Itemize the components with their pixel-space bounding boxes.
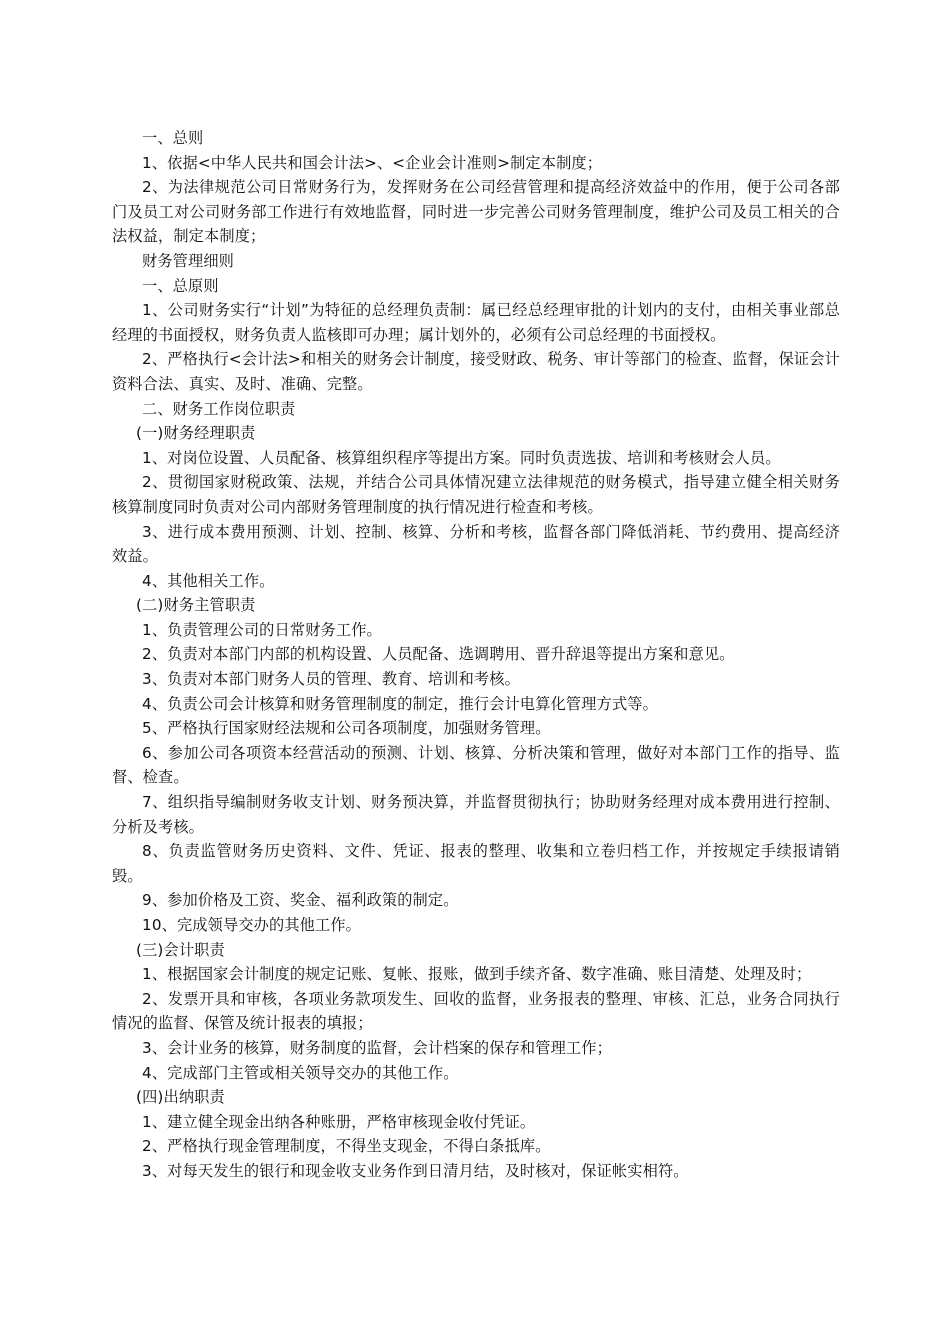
paragraph: 5、严格执行国家财经法规和公司各项制度，加强财务管理。 <box>142 719 551 738</box>
paragraph: 1、依据<中华人民共和国会计法>、<企业会计准则>制定本制度； <box>142 153 603 172</box>
paragraph: 2、严格执行<会计法>和相关的财务会计制度，接受财政、税务、审计等部门的检查、监督，保证会计资料合法、真实、及时、准确、完整。 <box>112 350 840 393</box>
paragraph: 3、进行成本费用预测、计划、控制、核算、分析和考核，监督各部门降低消耗、节约费用、提高经济效益。 <box>112 522 840 566</box>
subsection-heading: (四)出纳职责 <box>136 1088 225 1107</box>
section-heading: 一、总则 <box>142 129 204 147</box>
paragraph: 6、参加公司各项资本经营活动的预测、计划、核算、分析决策和管理，做好对本部门工作的指导、监督、检查。 <box>112 743 840 787</box>
subsection-heading: (一)财务经理职责 <box>136 424 256 443</box>
paragraph: 2、发票开具和审核，各项业务款项发生、回收的监督，业务报表的整理、审核、汇总，业务合同执行情况的监督、保管及统计报表的填报； <box>112 989 840 1033</box>
paragraph: 3、对每天发生的银行和现金收支业务作到日清月结，及时核对，保证帐实相符。 <box>142 1161 689 1180</box>
paragraph: 2、严格执行现金管理制度，不得坐支现金，不得白条抵库。 <box>142 1137 551 1156</box>
paragraph: 1、负责管理公司的日常财务工作。 <box>142 620 382 639</box>
paragraph: 1、对岗位设置、人员配备、核算组织程序等提出方案。同时负责选拔、培训和考核财会人员。 <box>142 448 781 467</box>
paragraph: 4、负责公司会计核算和财务管理制度的制定，推行会计电算化管理方式等。 <box>142 694 658 713</box>
paragraph: 2、负责对本部门内部的机构设置、人员配备、选调聘用、晋升辞退等提出方案和意见。 <box>142 645 735 664</box>
subsection-heading: (二)财务主管职责 <box>136 596 256 615</box>
paragraph: 7、组织指导编制财务收支计划、财务预决算，并监督贯彻执行；协助财务经理对成本费用进行控制、分析及考核。 <box>112 793 840 836</box>
paragraph: 10、完成领导交办的其他工作。 <box>142 916 362 934</box>
paragraph: 3、会计业务的核算，财务制度的监督，会计档案的保存和管理工作； <box>142 1038 612 1057</box>
paragraph: 2、贯彻国家财税政策、法规，并结合公司具体情况建立法律规范的财务模式，指导建立健全相关财务核算制度同时负责对公司内部财务管理制度的执行情况进行检查和考核。 <box>112 473 840 516</box>
subsection-heading: (三)会计职责 <box>136 940 225 959</box>
paragraph: 4、其他相关工作。 <box>142 571 275 590</box>
paragraph: 9、参加价格及工资、奖金、福利政策的制定。 <box>142 891 459 910</box>
section-heading: 财务管理细则 <box>142 251 235 270</box>
paragraph: 8、负责监管财务历史资料、文件、凭证、报表的整理、收集和立卷归档工作，并按规定手续报请销毁。 <box>112 842 840 885</box>
paragraph: 1、根据国家会计制度的规定记账、复帐、报账，做到手续齐备、数字准确、账目清楚、处理及时； <box>142 965 812 984</box>
paragraph: 2、为法律规范公司日常财务行为，发挥财务在公司经营管理和提高经济效益中的作用，便于公司各部门及员工对公司财务部工作进行有效地监督，同时进一步完善公司财务管理制度，维护公司及员工相关的合法权益，制定本制度； <box>112 178 840 246</box>
section-heading: 二、财务工作岗位职责 <box>142 399 296 418</box>
document-body <box>112 126 840 1184</box>
paragraph: 1、建立健全现金出纳各种账册，严格审核现金收付凭证。 <box>142 1112 536 1131</box>
paragraph: 1、公司财务实行“计划”为特征的总经理负责制：属已经总经理审批的计划内的支付，由相关事业部总经理的书面授权，财务负责人监核即可办理；属计划外的，必须有公司总经理的书面授权。 <box>112 301 840 344</box>
section-heading: 一、总原则 <box>142 276 219 295</box>
paragraph: 4、完成部门主管或相关领导交办的其他工作。 <box>142 1063 459 1082</box>
paragraph: 3、负责对本部门财务人员的管理、教育、培训和考核。 <box>142 670 520 689</box>
